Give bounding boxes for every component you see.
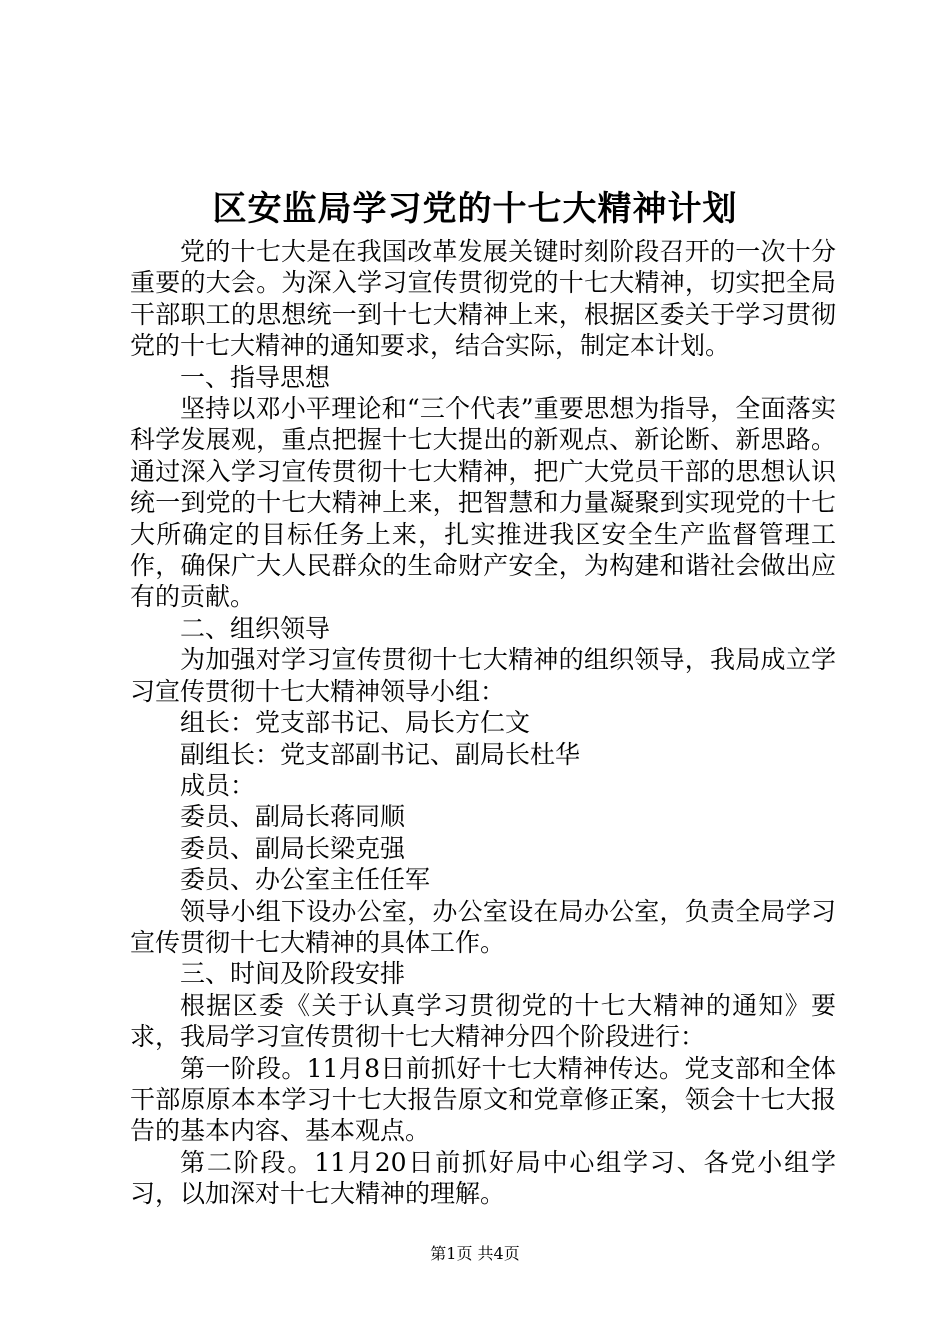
document-title: 区安监局学习党的十七大精神计划 xyxy=(212,189,738,229)
section-heading: 三、时间及阶段安排 xyxy=(180,959,406,989)
phase-two-paragraph: 第二阶段。11月20日前抓好局中心组学习、各党小组学习，以加深对十七大精神的理解。 xyxy=(130,1147,836,1209)
section-heading: 一、指导思想 xyxy=(180,362,331,392)
office-paragraph: 领导小组下设办公室，办公室设在局办公室，负责全局学习宣传贯彻十七大精神的具体工作。 xyxy=(130,896,836,957)
deputy-leader-line: 副组长：党支部副书记、副局长杜华 xyxy=(180,739,581,769)
leader-line: 组长：党支部书记、局长方仁文 xyxy=(180,708,531,738)
members-label: 成员： xyxy=(180,770,256,800)
page-footer: 第1页 共4页 xyxy=(430,1244,520,1263)
section-heading: 二、组织领导 xyxy=(180,613,331,643)
schedule-paragraph: 根据区委《关于认真学习贯彻党的十七大精神的通知》要求，我局学习宣传贯彻十七大精神分四个阶段进行： xyxy=(130,990,836,1052)
member-line: 委员、副局长蒋同顺 xyxy=(180,802,406,832)
member-line: 委员、办公室主任任军 xyxy=(180,865,431,895)
intro-paragraph: 党的十七大是在我国改革发展关键时刻阶段召开的一次十分重要的大会。为深入学习宣传贯彻党的十七大精神，切实把全局干部职工的思想统一到十七大精神上来，根据区委关于学习贯彻党的十七大精神的通知要求，结合实际，制定本计划。 xyxy=(130,237,836,361)
organization-paragraph: 为加强对学习宣传贯彻十七大精神的组织领导，我局成立学习宣传贯彻十七大精神领导小组： xyxy=(130,645,836,706)
guiding-thought-paragraph: 坚持以邓小平理论和“三个代表”重要思想为指导，全面落实科学发展观，重点把握十七大提出的新观点、新论断、新思路。通过深入学习宣传贯彻十七大精神，把广大党员干部的思想认识统一到党的十七大精神上来，把智慧和力量凝聚到实现党的十七大所确定的目标任务上来，扎实推进我区安全生产监督管理工作，确保广大人民群众的生命财产安全，为构建和谐社会做出应有的贡献。 xyxy=(130,394,836,612)
member-line: 委员、副局长梁克强 xyxy=(180,833,406,863)
phase-one-paragraph: 第一阶段。11月8日前抓好十七大精神传达。党支部和全体干部原原本本学习十七大报告原文和党章修正案，领会十七大报告的基本内容、基本观点。 xyxy=(130,1053,836,1146)
document-body xyxy=(130,236,836,1210)
